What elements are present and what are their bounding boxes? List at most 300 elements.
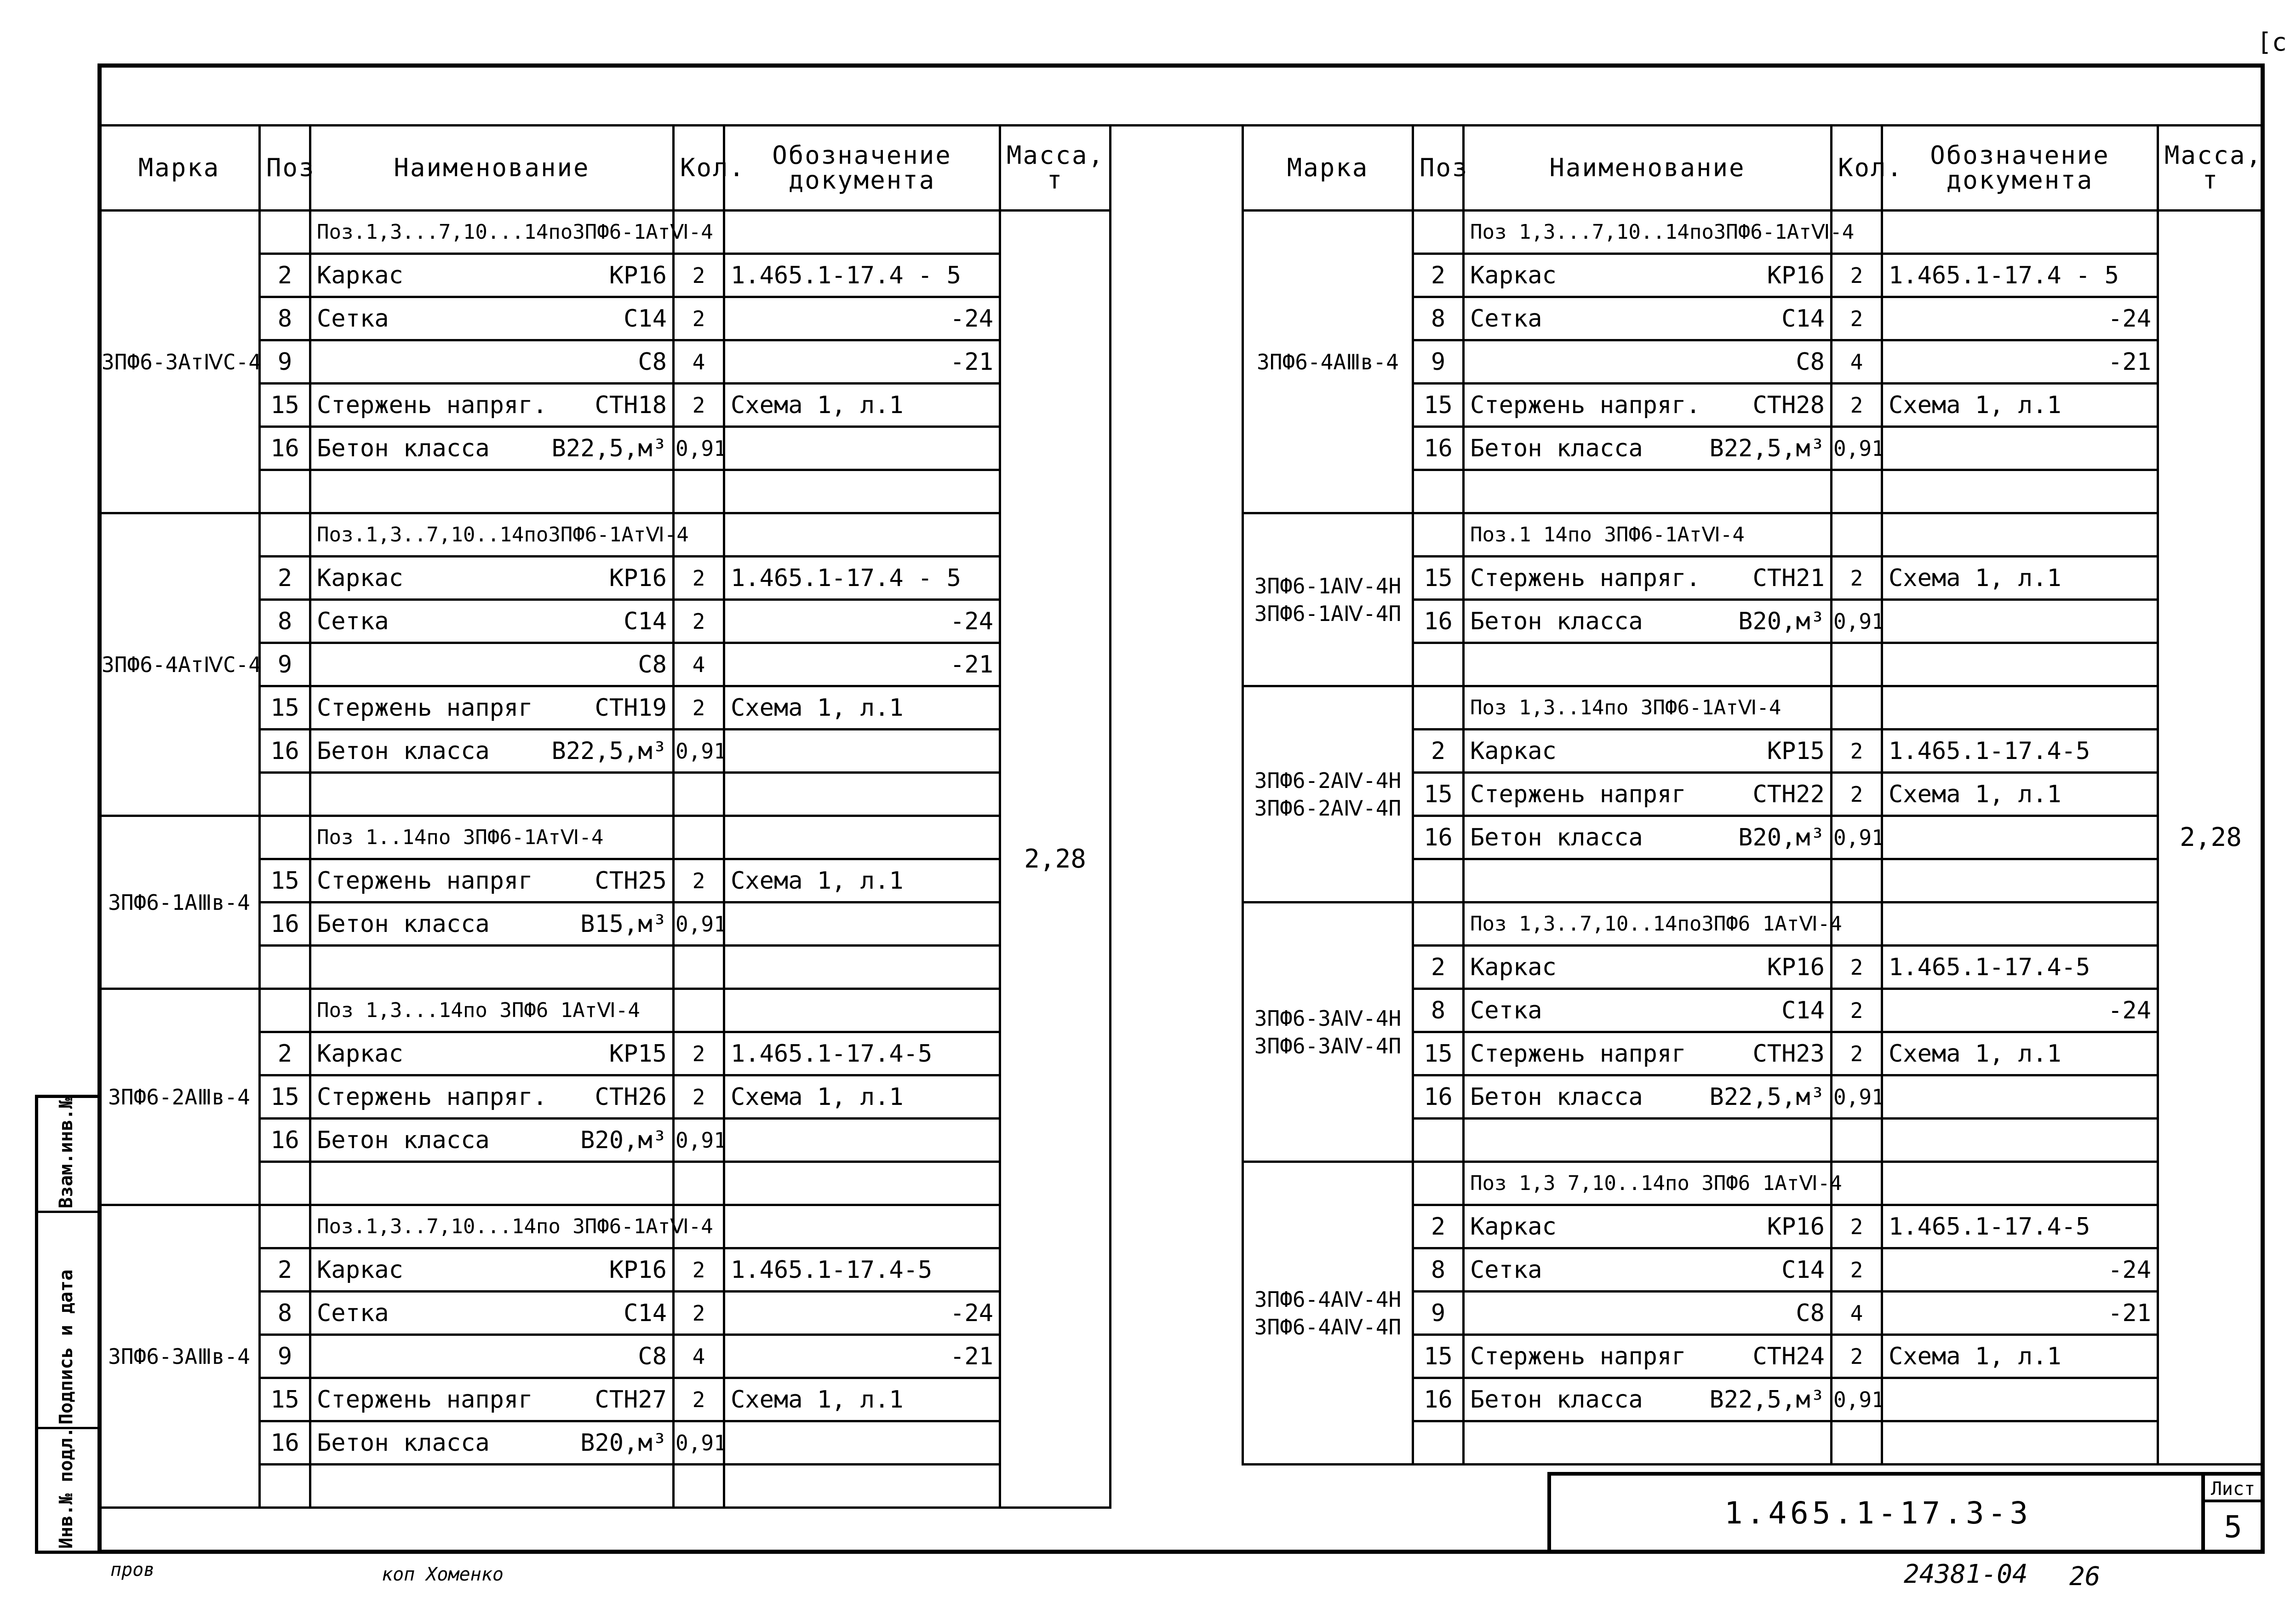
doc-cell xyxy=(1882,686,2158,730)
marka-label: 3ПФ6-2АⅣ-4П xyxy=(1254,795,1402,821)
doc-cell xyxy=(724,1119,1000,1162)
kol-cell: 2 xyxy=(1832,730,1882,773)
doc-cell xyxy=(724,1421,1000,1465)
item-code: СТН24 xyxy=(1752,1342,1825,1370)
poz-cell: 15 xyxy=(260,859,310,902)
item-name: Сетка xyxy=(1470,1256,1542,1284)
poz-cell: 16 xyxy=(1413,816,1464,859)
doc-cell: 1.465.1-17.4-5 xyxy=(724,1032,1000,1075)
poz-cell: 15 xyxy=(1413,773,1464,816)
name-wrap xyxy=(317,696,667,720)
spec-table-left xyxy=(97,124,1111,1509)
group-ref-row xyxy=(1243,211,2264,254)
blank-cell xyxy=(1882,1119,2158,1162)
kol-cell: 2 xyxy=(1832,1205,1882,1248)
item-name: Сетка xyxy=(317,1299,389,1327)
item-name: Сетка xyxy=(1470,996,1542,1024)
name-wrap xyxy=(317,912,667,936)
kol-cell: 2 xyxy=(674,1292,724,1335)
ref-cell: Поз 1,3..7,10..14по3ПФ6 1АтⅥ-4 xyxy=(1464,902,1832,946)
name-cell xyxy=(1464,989,1832,1032)
item-code: СТН26 xyxy=(595,1083,667,1111)
blank-cell xyxy=(1832,1421,1882,1465)
name-cell xyxy=(310,643,674,686)
name-wrap xyxy=(1470,609,1825,633)
blank-cell xyxy=(724,773,1000,816)
kol-cell: 2 xyxy=(1832,384,1882,427)
name-wrap xyxy=(317,650,667,678)
kol-cell: 0,91 xyxy=(674,1421,724,1465)
kol-cell: 4 xyxy=(674,1335,724,1378)
document-code: 1.465.1-17.3-3 xyxy=(1724,1495,2032,1531)
footer-kop: коп Хоменко xyxy=(382,1564,504,1585)
item-name: Сетка xyxy=(1470,305,1542,333)
name-cell xyxy=(310,1292,674,1335)
kol-cell: 2 xyxy=(674,254,724,297)
item-name: Каркас xyxy=(1470,737,1557,765)
item-name: Стержень напряг. xyxy=(317,1083,547,1111)
name-cell xyxy=(1464,1075,1832,1119)
doc-cell: -21 xyxy=(1882,340,2158,384)
name-cell xyxy=(1464,1292,1832,1335)
sheet-number: 5 xyxy=(2224,1509,2242,1545)
marka-cell xyxy=(1243,902,1413,1162)
kol-cell: 4 xyxy=(1832,340,1882,384)
poz-cell: 8 xyxy=(260,1292,310,1335)
doc-cell: -24 xyxy=(724,600,1000,643)
kol-cell: 2 xyxy=(1832,1248,1882,1292)
blank-cell xyxy=(260,946,310,989)
side-label-sign: Подпись и дата xyxy=(56,1269,77,1425)
blank-cell xyxy=(310,946,674,989)
item-name: Каркас xyxy=(1470,261,1557,289)
name-cell xyxy=(1464,1248,1832,1292)
header-doc: Обозначение документа xyxy=(1882,126,2158,211)
item-code: С14 xyxy=(1781,305,1825,333)
kol-cell: 2 xyxy=(1832,297,1882,340)
blank-cell xyxy=(1832,643,1882,686)
marka-cell xyxy=(1243,513,1413,686)
name-wrap xyxy=(317,307,667,331)
ref-cell: Поз 1,3..14по 3ПФ6-1АтⅥ-4 xyxy=(1464,686,1832,730)
kol-cell: 0,91 xyxy=(1832,427,1882,470)
blank-cell xyxy=(724,946,1000,989)
doc-cell: Схема 1, л.1 xyxy=(724,859,1000,902)
name-cell xyxy=(310,859,674,902)
doc-cell: Схема 1, л.1 xyxy=(1882,1032,2158,1075)
kol-cell: 2 xyxy=(674,1378,724,1421)
doc-cell: 1.465.1-17.4-5 xyxy=(1882,946,2158,989)
item-code: В20,м³ xyxy=(580,1126,667,1154)
doc-cell xyxy=(724,513,1000,557)
doc-cell: 1.465.1-17.4-5 xyxy=(1882,1205,2158,1248)
doc-cell: -24 xyxy=(724,1292,1000,1335)
blank-cell xyxy=(724,1162,1000,1205)
marka-label: 3ПФ6-4АⅢв-4 xyxy=(1257,349,1399,374)
blank-cell xyxy=(1464,1119,1832,1162)
poz-cell: 2 xyxy=(260,557,310,600)
group-ref-row xyxy=(99,513,1111,557)
doc-cell: Схема 1, л.1 xyxy=(724,384,1000,427)
doc-cell: 1.465.1-17.4 - 5 xyxy=(1882,254,2158,297)
item-name: Стержень напряг xyxy=(1470,1040,1686,1068)
poz-cell: 16 xyxy=(1413,1075,1464,1119)
name-wrap xyxy=(1470,1342,1825,1370)
item-code: СТН28 xyxy=(1752,391,1825,419)
kol-cell: 0,91 xyxy=(1832,1378,1882,1421)
doc-cell xyxy=(1882,816,2158,859)
doc-cell: -21 xyxy=(724,1335,1000,1378)
name-cell xyxy=(1464,1205,1832,1248)
name-cell xyxy=(1464,384,1832,427)
marka-cell: 3ПФ6-3АтⅣС-4 xyxy=(99,211,260,513)
item-code: КР16 xyxy=(609,1256,667,1284)
name-wrap xyxy=(317,566,667,590)
item-code: КР16 xyxy=(1767,953,1825,981)
doc-cell: Схема 1, л.1 xyxy=(1882,557,2158,600)
item-name: Бетон класса xyxy=(317,910,490,938)
group-ref-row xyxy=(1243,902,2264,946)
doc-cell xyxy=(1882,1162,2158,1205)
blank-cell xyxy=(310,470,674,513)
item-code: КР15 xyxy=(1767,737,1825,765)
name-wrap xyxy=(1470,307,1825,331)
item-code: КР16 xyxy=(609,261,667,289)
poz-cell: 15 xyxy=(260,1075,310,1119)
item-code: КР15 xyxy=(609,1040,667,1068)
poz-cell: 16 xyxy=(260,427,310,470)
mass-cell: 2,28 xyxy=(2158,211,2264,1465)
poz-cell: 16 xyxy=(1413,427,1464,470)
blank-cell xyxy=(310,1465,674,1508)
ref-cell: Поз.1,3..7,10..14по3ПФ6-1АтⅥ-4 xyxy=(310,513,674,557)
item-code: СТН21 xyxy=(1752,564,1825,592)
item-code: СТН23 xyxy=(1752,1040,1825,1068)
item-code: В20,м³ xyxy=(1738,607,1825,635)
blank-cell xyxy=(1882,1421,2158,1465)
name-wrap xyxy=(1470,261,1825,289)
side-label-podl: Инв.№ подл. xyxy=(56,1427,77,1549)
blank-cell xyxy=(674,1465,724,1508)
kol-cell: 0,91 xyxy=(674,902,724,946)
poz-cell: 16 xyxy=(1413,1378,1464,1421)
blank-cell xyxy=(724,470,1000,513)
poz-cell xyxy=(1413,1162,1464,1205)
name-wrap xyxy=(317,609,667,633)
ref-cell: Поз 1,3...7,10..14по3ПФ6-1АтⅥ-4 xyxy=(1464,211,1832,254)
kol-cell: 4 xyxy=(1832,1292,1882,1335)
poz-cell xyxy=(1413,211,1464,254)
kol-cell xyxy=(674,989,724,1032)
poz-cell: 8 xyxy=(260,600,310,643)
item-name: Бетон класса xyxy=(1470,1385,1643,1414)
item-code: С8 xyxy=(638,1342,667,1370)
header-kol: Кол. xyxy=(1832,126,1882,211)
kol-cell: 2 xyxy=(674,859,724,902)
poz-cell xyxy=(260,1205,310,1248)
item-name: Каркас xyxy=(317,261,403,289)
name-wrap xyxy=(1470,955,1825,979)
poz-cell: 2 xyxy=(260,1032,310,1075)
group-ref-row xyxy=(1243,513,2264,557)
doc-cell: Схема 1, л.1 xyxy=(724,686,1000,730)
name-cell xyxy=(310,1248,674,1292)
doc-cell xyxy=(724,902,1000,946)
blank-cell xyxy=(310,773,674,816)
name-cell xyxy=(310,557,674,600)
doc-cell: Схема 1, л.1 xyxy=(724,1378,1000,1421)
marka-label: 3ПФ6-4АⅣ-4Н xyxy=(1254,1287,1402,1312)
item-name: Стержень напряг xyxy=(1470,780,1686,808)
title-block xyxy=(1547,1472,2265,1554)
blank-cell xyxy=(1882,859,2158,902)
name-cell xyxy=(1464,1335,1832,1378)
doc-cell: -21 xyxy=(724,340,1000,384)
name-wrap xyxy=(1470,1085,1825,1109)
name-cell xyxy=(1464,816,1832,859)
name-wrap xyxy=(317,1342,667,1370)
kol-cell: 4 xyxy=(674,643,724,686)
kol-cell: 2 xyxy=(674,1075,724,1119)
header-marka: Марка xyxy=(1243,126,1413,211)
poz-cell: 16 xyxy=(260,730,310,773)
blank-cell xyxy=(260,470,310,513)
name-wrap xyxy=(1470,1042,1825,1066)
ref-cell: Поз.1,3...7,10...14по3ПФ6-1АтⅥ-4 xyxy=(310,211,674,254)
blank-cell xyxy=(1464,643,1832,686)
doc-cell xyxy=(1882,427,2158,470)
item-name: Каркас xyxy=(1470,1213,1557,1241)
ref-cell: Поз 1..14по 3ПФ6-1АтⅥ-4 xyxy=(310,816,674,859)
side-label-inv: Взам.инв.№ xyxy=(56,1098,77,1208)
header-doc: Обозначение документа xyxy=(724,126,1000,211)
name-wrap xyxy=(317,434,667,462)
marka-label: 3ПФ6-4АⅣ-4П xyxy=(1254,1314,1402,1339)
name-wrap xyxy=(1470,996,1825,1024)
blank-cell xyxy=(1832,1119,1882,1162)
name-wrap xyxy=(317,1258,667,1282)
blank-cell xyxy=(260,773,310,816)
kol-cell: 2 xyxy=(1832,989,1882,1032)
item-code: В20,м³ xyxy=(1738,823,1825,851)
item-code: С14 xyxy=(1781,1256,1825,1284)
blank-cell xyxy=(674,946,724,989)
doc-cell: Схема 1, л.1 xyxy=(1882,384,2158,427)
name-cell xyxy=(310,1032,674,1075)
kol-cell: 2 xyxy=(1832,773,1882,816)
item-name: Стержень напряг. xyxy=(1470,391,1701,419)
blank-cell xyxy=(260,1465,310,1508)
footer-page: 26 xyxy=(2069,1562,2101,1592)
doc-cell: -24 xyxy=(1882,1248,2158,1292)
name-cell xyxy=(310,686,674,730)
item-name: Стержень напряг xyxy=(317,1385,533,1414)
marka-cell: 3ПФ6-3АⅢв-4 xyxy=(99,1205,260,1508)
poz-cell xyxy=(260,211,310,254)
kol-cell xyxy=(1832,513,1882,557)
blank-cell xyxy=(1464,470,1832,513)
item-code: КР16 xyxy=(1767,261,1825,289)
poz-cell: 9 xyxy=(260,340,310,384)
doc-cell: 1.465.1-17.4 - 5 xyxy=(724,254,1000,297)
poz-cell: 15 xyxy=(1413,1335,1464,1378)
marka-label: 3ПФ6-1АⅣ-4П xyxy=(1254,601,1402,626)
name-wrap xyxy=(317,1085,667,1109)
doc-cell xyxy=(1882,902,2158,946)
poz-cell: 15 xyxy=(1413,384,1464,427)
poz-cell: 16 xyxy=(1413,600,1464,643)
doc-cell xyxy=(724,427,1000,470)
kol-cell: 2 xyxy=(1832,946,1882,989)
kol-cell: 2 xyxy=(674,686,724,730)
name-cell xyxy=(310,254,674,297)
item-code: В22,5,м³ xyxy=(551,434,667,462)
poz-cell: 16 xyxy=(260,1119,310,1162)
blank-cell xyxy=(1413,470,1464,513)
corner-mark: [с xyxy=(2256,28,2287,57)
marka-cell: 3ПФ6-2АⅢв-4 xyxy=(99,989,260,1205)
kol-cell: 2 xyxy=(674,1248,724,1292)
name-cell xyxy=(310,1335,674,1378)
item-name: Бетон класса xyxy=(317,1126,490,1154)
item-name: Бетон класса xyxy=(317,434,490,462)
header-mass: Масса, т xyxy=(2158,126,2264,211)
poz-cell xyxy=(260,816,310,859)
side-strip xyxy=(35,1095,97,1554)
header-name: Наименование xyxy=(1464,126,1832,211)
poz-cell: 16 xyxy=(260,902,310,946)
kol-cell: 2 xyxy=(674,600,724,643)
name-wrap xyxy=(1470,1258,1825,1282)
item-code: С8 xyxy=(638,650,667,678)
name-wrap xyxy=(1470,393,1825,417)
header-kol: Кол. xyxy=(674,126,724,211)
doc-cell xyxy=(724,989,1000,1032)
kol-cell: 0,91 xyxy=(1832,1075,1882,1119)
name-wrap xyxy=(1470,739,1825,763)
poz-cell: 2 xyxy=(260,1248,310,1292)
poz-cell xyxy=(1413,513,1464,557)
blank-cell xyxy=(724,1465,1000,1508)
poz-cell: 15 xyxy=(1413,557,1464,600)
poz-cell: 2 xyxy=(1413,1205,1464,1248)
doc-cell: -21 xyxy=(724,643,1000,686)
name-cell xyxy=(310,427,674,470)
poz-cell: 2 xyxy=(1413,946,1464,989)
marka-cell: 3ПФ6-4АтⅣС-4 xyxy=(99,513,260,816)
name-wrap xyxy=(317,1128,667,1152)
kol-cell: 2 xyxy=(674,384,724,427)
item-code: С14 xyxy=(624,1299,667,1327)
doc-cell: -24 xyxy=(1882,297,2158,340)
poz-cell: 8 xyxy=(1413,989,1464,1032)
kol-cell: 4 xyxy=(674,340,724,384)
doc-cell xyxy=(1882,1378,2158,1421)
blank-cell xyxy=(1413,643,1464,686)
blank-cell xyxy=(674,470,724,513)
sheet-box xyxy=(2201,1476,2261,1550)
kol-cell: 2 xyxy=(1832,557,1882,600)
name-cell xyxy=(310,340,674,384)
name-wrap xyxy=(1470,350,1825,374)
item-code: С14 xyxy=(624,305,667,333)
spec-table-right xyxy=(1242,124,2265,1466)
kol-cell: 2 xyxy=(674,1032,724,1075)
item-name: Стержень напряг xyxy=(317,694,533,722)
item-code: С8 xyxy=(638,348,667,376)
item-name: Каркас xyxy=(317,1040,403,1068)
kol-cell: 0,91 xyxy=(674,1119,724,1162)
doc-cell xyxy=(724,816,1000,859)
group-ref-row xyxy=(99,816,1111,859)
kol-cell: 0,91 xyxy=(1832,600,1882,643)
header-mass: Масса, т xyxy=(1000,126,1111,211)
name-cell xyxy=(1464,946,1832,989)
name-wrap xyxy=(317,1301,667,1325)
item-name: Бетон класса xyxy=(317,737,490,765)
item-code: В15,м³ xyxy=(580,910,667,938)
name-wrap xyxy=(317,739,667,763)
doc-cell: 1.465.1-17.4 - 5 xyxy=(724,557,1000,600)
item-name: Бетон класса xyxy=(317,1429,490,1457)
marka-cell: 3ПФ6-1АⅢв-4 xyxy=(99,816,260,989)
name-cell xyxy=(1464,600,1832,643)
blank-cell xyxy=(674,773,724,816)
doc-cell xyxy=(724,730,1000,773)
name-cell xyxy=(310,1075,674,1119)
poz-cell: 8 xyxy=(1413,297,1464,340)
doc-cell: Схема 1, л.1 xyxy=(1882,773,2158,816)
blank-cell xyxy=(1832,470,1882,513)
doc-cell xyxy=(724,1205,1000,1248)
item-code: В20,м³ xyxy=(580,1429,667,1457)
name-wrap xyxy=(1470,434,1825,462)
group-ref-row xyxy=(1243,1162,2264,1205)
item-code: СТН18 xyxy=(595,391,667,419)
item-code: С8 xyxy=(1796,348,1825,376)
marka-label: 3ПФ6-2АⅣ-4Н xyxy=(1254,768,1402,793)
ref-cell: Поз.1 14по 3ПФ6-1АтⅥ-4 xyxy=(1464,513,1832,557)
item-code: С14 xyxy=(624,607,667,635)
kol-cell: 2 xyxy=(1832,1032,1882,1075)
item-name: Стержень напряг. xyxy=(317,391,547,419)
ref-cell: Поз 1,3 7,10..14по 3ПФ6 1АтⅥ-4 xyxy=(1464,1162,1832,1205)
doc-cell xyxy=(1882,1075,2158,1119)
group-ref-row xyxy=(99,989,1111,1032)
side-cell-podl xyxy=(38,1429,97,1554)
poz-cell: 9 xyxy=(260,643,310,686)
poz-cell: 15 xyxy=(1413,1032,1464,1075)
poz-cell: 15 xyxy=(260,384,310,427)
name-cell xyxy=(1464,1378,1832,1421)
header-name: Наименование xyxy=(310,126,674,211)
name-cell xyxy=(310,1421,674,1465)
doc-cell: Схема 1, л.1 xyxy=(1882,1335,2158,1378)
kol-cell xyxy=(674,816,724,859)
poz-cell: 15 xyxy=(260,686,310,730)
name-cell xyxy=(310,600,674,643)
item-code: В22,5,м³ xyxy=(1709,1083,1825,1111)
item-code: С14 xyxy=(1781,996,1825,1024)
blank-cell xyxy=(1413,859,1464,902)
mass-cell: 2,28 xyxy=(1000,211,1111,1508)
kol-cell: 0,91 xyxy=(674,730,724,773)
poz-cell xyxy=(1413,686,1464,730)
blank-cell xyxy=(1413,1119,1464,1162)
blank-cell xyxy=(1413,1421,1464,1465)
name-wrap xyxy=(317,393,667,417)
item-code: СТН22 xyxy=(1752,780,1825,808)
